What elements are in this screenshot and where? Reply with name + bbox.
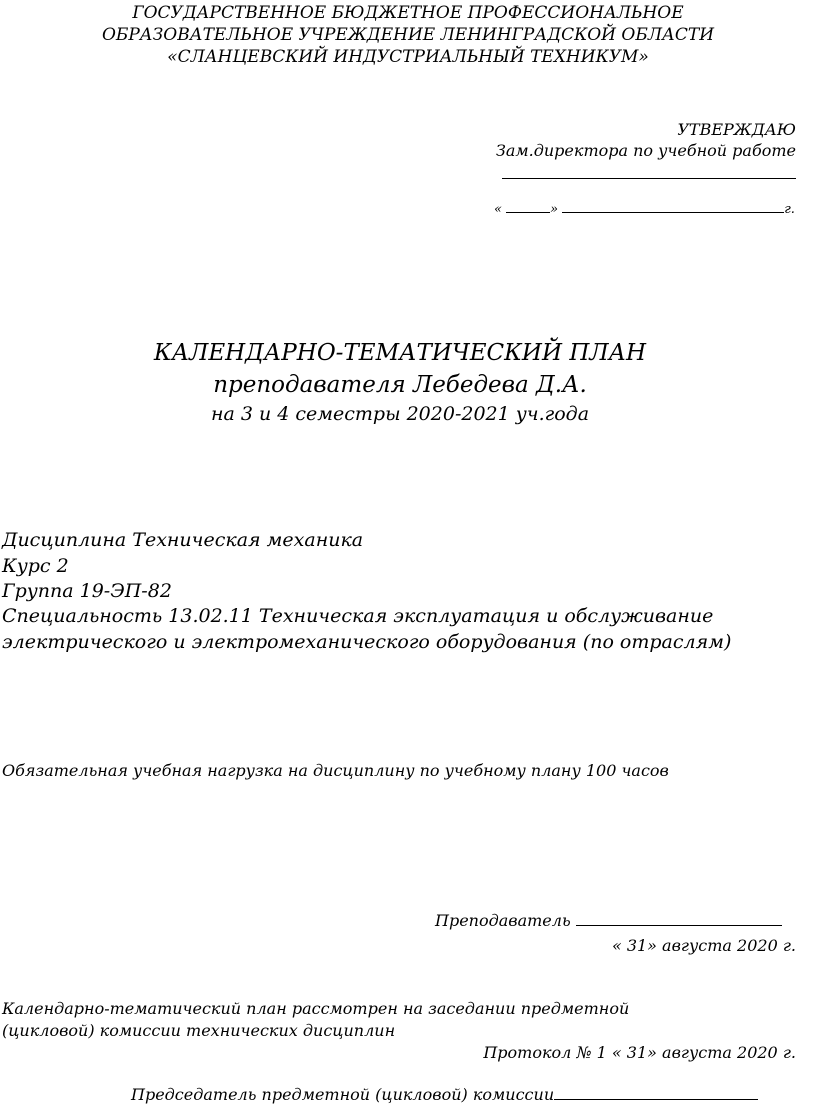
doc-title: КАЛЕНДАРНО-ТЕМАТИЧЕСКИЙ ПЛАН: [153, 340, 647, 366]
year-suffix: г.: [784, 202, 795, 217]
group: Группа 19-ЭП-82: [2, 580, 172, 602]
specialty-line-1: Специальность 13.02.11 Техническая эксплуатация и обслуживание: [2, 605, 714, 627]
study-load: Обязательная учебная нагрузка на дисциплину по учебному плану 100 часов: [2, 761, 669, 780]
chair-signature-line: [554, 1085, 758, 1100]
teacher-signature-row: [435, 911, 782, 930]
teacher-date: « 31» августа 2020 г.: [611, 936, 796, 955]
teacher-label: Преподаватель: [435, 911, 571, 930]
approve-label: УТВЕРЖДАЮ: [677, 120, 796, 139]
doc-teacher: преподавателя Лебедева Д.А.: [213, 372, 587, 398]
course: Курс 2: [2, 555, 69, 577]
chair-signature-row: [131, 1085, 758, 1104]
specialty-line-2: электрического и электромеханического оборудования (по отраслям): [2, 631, 732, 653]
signature-line: [502, 178, 796, 179]
commission-line-2: (цикловой) комиссии технических дисциплин: [2, 1021, 396, 1040]
day-blank: [506, 198, 550, 213]
approval-date-row: [494, 198, 795, 217]
institution-line-2: ОБРАЗОВАТЕЛЬНОЕ УЧРЕЖДЕНИЕ ЛЕНИНГРАДСКОЙ ОБЛАСТИ: [101, 25, 715, 45]
discipline: Дисциплина Техническая механика: [2, 529, 364, 551]
date-open-quote: «: [494, 202, 502, 217]
date-close-quote: »: [550, 202, 559, 217]
teacher-signature-line: [576, 911, 782, 926]
month-blank: [562, 198, 784, 213]
approver-position: Зам.директора по учебной работе: [495, 141, 796, 160]
protocol: Протокол № 1 « 31» августа 2020 г.: [483, 1043, 796, 1062]
commission-line-1: Календарно-тематический план рассмотрен на заседании предметной: [2, 999, 630, 1018]
institution-line-3: «СЛАНЦЕВСКИЙ ИНДУСТРИАЛЬНЫЙ ТЕХНИКУМ»: [167, 47, 649, 67]
chair-label: Председатель предметной (цикловой) комиссии: [131, 1085, 555, 1104]
doc-semesters: на 3 и 4 семестры 2020-2021 уч.года: [210, 403, 590, 425]
institution-line-1: ГОСУДАРСТВЕННОЕ БЮДЖЕТНОЕ ПРОФЕССИОНАЛЬНОЕ: [132, 3, 684, 23]
